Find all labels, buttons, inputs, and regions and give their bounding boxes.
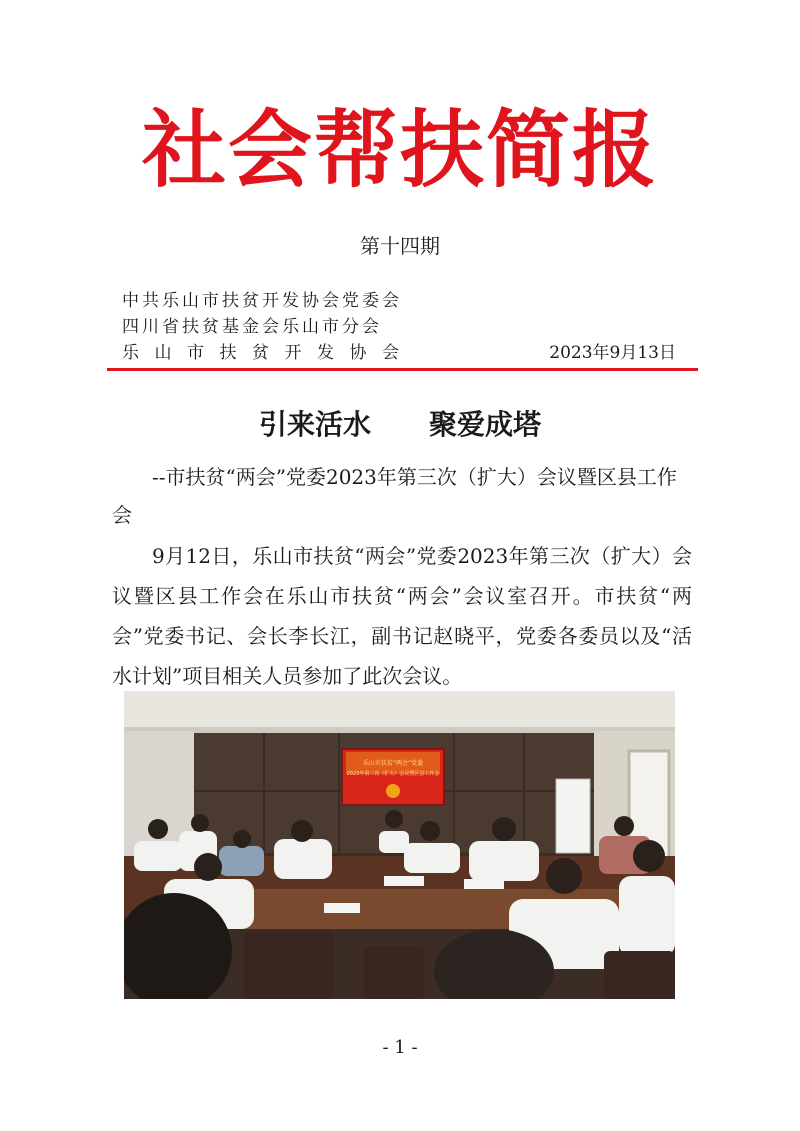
issue-number: 第十四期 (360, 234, 440, 258)
meeting-photo (124, 691, 675, 999)
masthead-divider (107, 368, 698, 371)
article-subtitle: --市扶贫“两会”党委2023年第三次（扩大）会议暨区县工作会 (112, 465, 677, 527)
screen-text-2: 2023年第三次（扩大）会议暨区县工作会 (346, 771, 440, 777)
headline-right: 聚爱成塔 (429, 408, 542, 441)
screen-text-1: 乐山市扶贫“两会”党委 (362, 760, 424, 767)
publish-date: 2023年9月13日 (549, 343, 676, 363)
article-headline (0, 405, 800, 445)
publisher-line-2: 四川省扶贫基金会乐山市分会 (122, 317, 382, 337)
headline-left: 引来活水 (258, 408, 371, 441)
masthead-title: 社会帮扶简报 (141, 101, 658, 199)
article-body: 9月12日，乐山市扶贫“两会”党委2023年第三次（扩大）会议暨区县工作会在乐山市扶贫“两会”会议室召开。市扶贫“两会”党委书记、会长李长江，副书记赵晓平，党委各委员以及“活水计划”项目相关人员参加了此次会议。 (112, 544, 692, 688)
page-number: - 1 - (382, 1037, 418, 1058)
publisher-line-1: 中共乐山市扶贫开发协会党委会 (122, 291, 402, 311)
publisher-line-3: 乐山市扶贫开发协会 (122, 343, 415, 363)
